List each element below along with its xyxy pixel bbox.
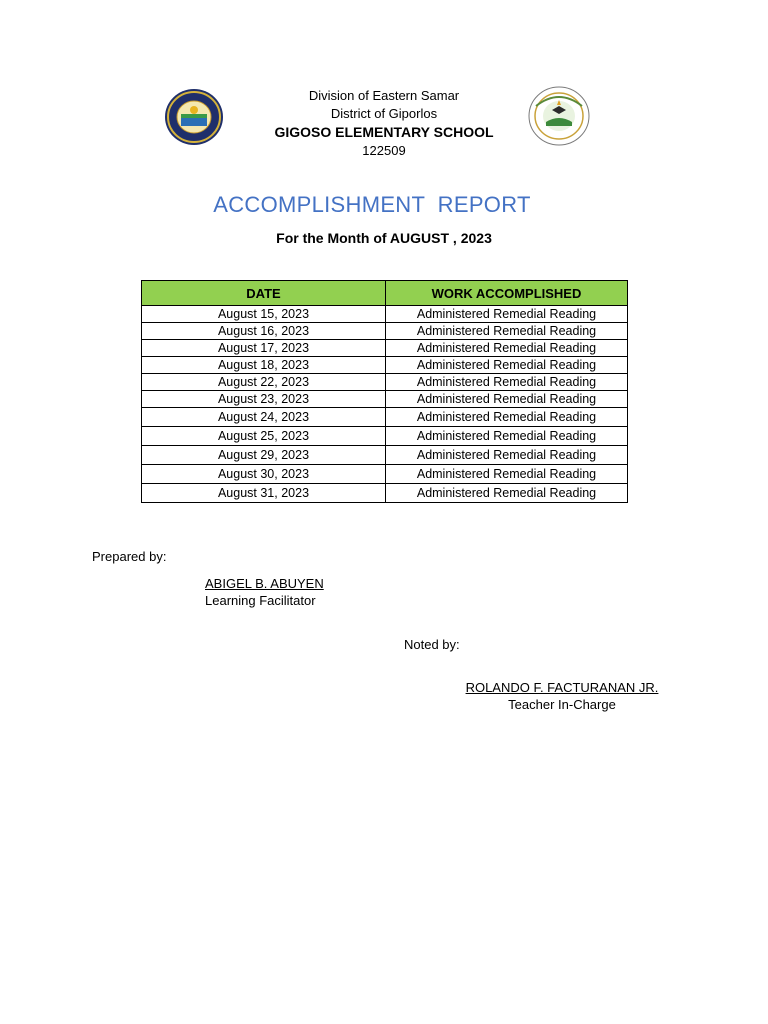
row-date: August 23, 2023 xyxy=(142,391,386,408)
row-work: Administered Remedial Reading xyxy=(386,446,628,465)
school-name: GIGOSO ELEMENTARY SCHOOL xyxy=(274,124,494,140)
table-row xyxy=(142,427,628,446)
row-work: Administered Remedial Reading xyxy=(386,323,628,340)
row-work: Administered Remedial Reading xyxy=(386,391,628,408)
row-work: Administered Remedial Reading xyxy=(386,374,628,391)
prepared-by-title: Learning Facilitator xyxy=(205,593,316,608)
row-work: Administered Remedial Reading xyxy=(386,340,628,357)
school-id: 122509 xyxy=(362,143,406,158)
table-row xyxy=(142,340,628,357)
row-work: Administered Remedial Reading xyxy=(386,408,628,427)
row-date: August 29, 2023 xyxy=(142,446,386,465)
row-date: August 15, 2023 xyxy=(142,306,386,323)
table-row xyxy=(142,484,628,503)
table-row xyxy=(142,465,628,484)
noted-by-title: Teacher In-Charge xyxy=(508,697,616,712)
noted-by-label: Noted by: xyxy=(404,637,460,652)
row-date: August 17, 2023 xyxy=(142,340,386,357)
row-work: Administered Remedial Reading xyxy=(386,306,628,323)
report-title: ACCOMPLISHMENT REPORT xyxy=(213,192,531,217)
table-row xyxy=(142,391,628,408)
row-work: Administered Remedial Reading xyxy=(386,484,628,503)
report-subtitle: For the Month of AUGUST , 2023 xyxy=(276,230,492,246)
date-column-header: DATE xyxy=(142,281,386,306)
table-row xyxy=(142,408,628,427)
row-date: August 22, 2023 xyxy=(142,374,386,391)
row-date: August 24, 2023 xyxy=(142,408,386,427)
table-row xyxy=(142,323,628,340)
table-row xyxy=(142,306,628,323)
row-date: August 25, 2023 xyxy=(142,427,386,446)
accomplishment-table xyxy=(141,280,628,503)
school-seal-logo xyxy=(528,86,590,146)
prepared-by-label: Prepared by: xyxy=(92,549,167,564)
table-row xyxy=(142,374,628,391)
prepared-by-name: ABIGEL B. ABUYEN xyxy=(205,576,324,591)
table-row xyxy=(142,357,628,374)
work-column-header: WORK ACCOMPLISHED xyxy=(386,281,628,306)
row-date: August 16, 2023 xyxy=(142,323,386,340)
row-work: Administered Remedial Reading xyxy=(386,465,628,484)
row-work: Administered Remedial Reading xyxy=(386,427,628,446)
table-header-row xyxy=(142,281,628,306)
district-name: District of Giporlos xyxy=(330,106,438,121)
table-row xyxy=(142,446,628,465)
row-date: August 18, 2023 xyxy=(142,357,386,374)
row-date: August 30, 2023 xyxy=(142,465,386,484)
row-date: August 31, 2023 xyxy=(142,484,386,503)
division-seal-logo xyxy=(164,88,224,146)
noted-by-name: ROLANDO F. FACTURANAN JR. xyxy=(465,680,659,695)
row-work: Administered Remedial Reading xyxy=(386,357,628,374)
division-name: Division of Eastern Samar xyxy=(308,88,460,103)
